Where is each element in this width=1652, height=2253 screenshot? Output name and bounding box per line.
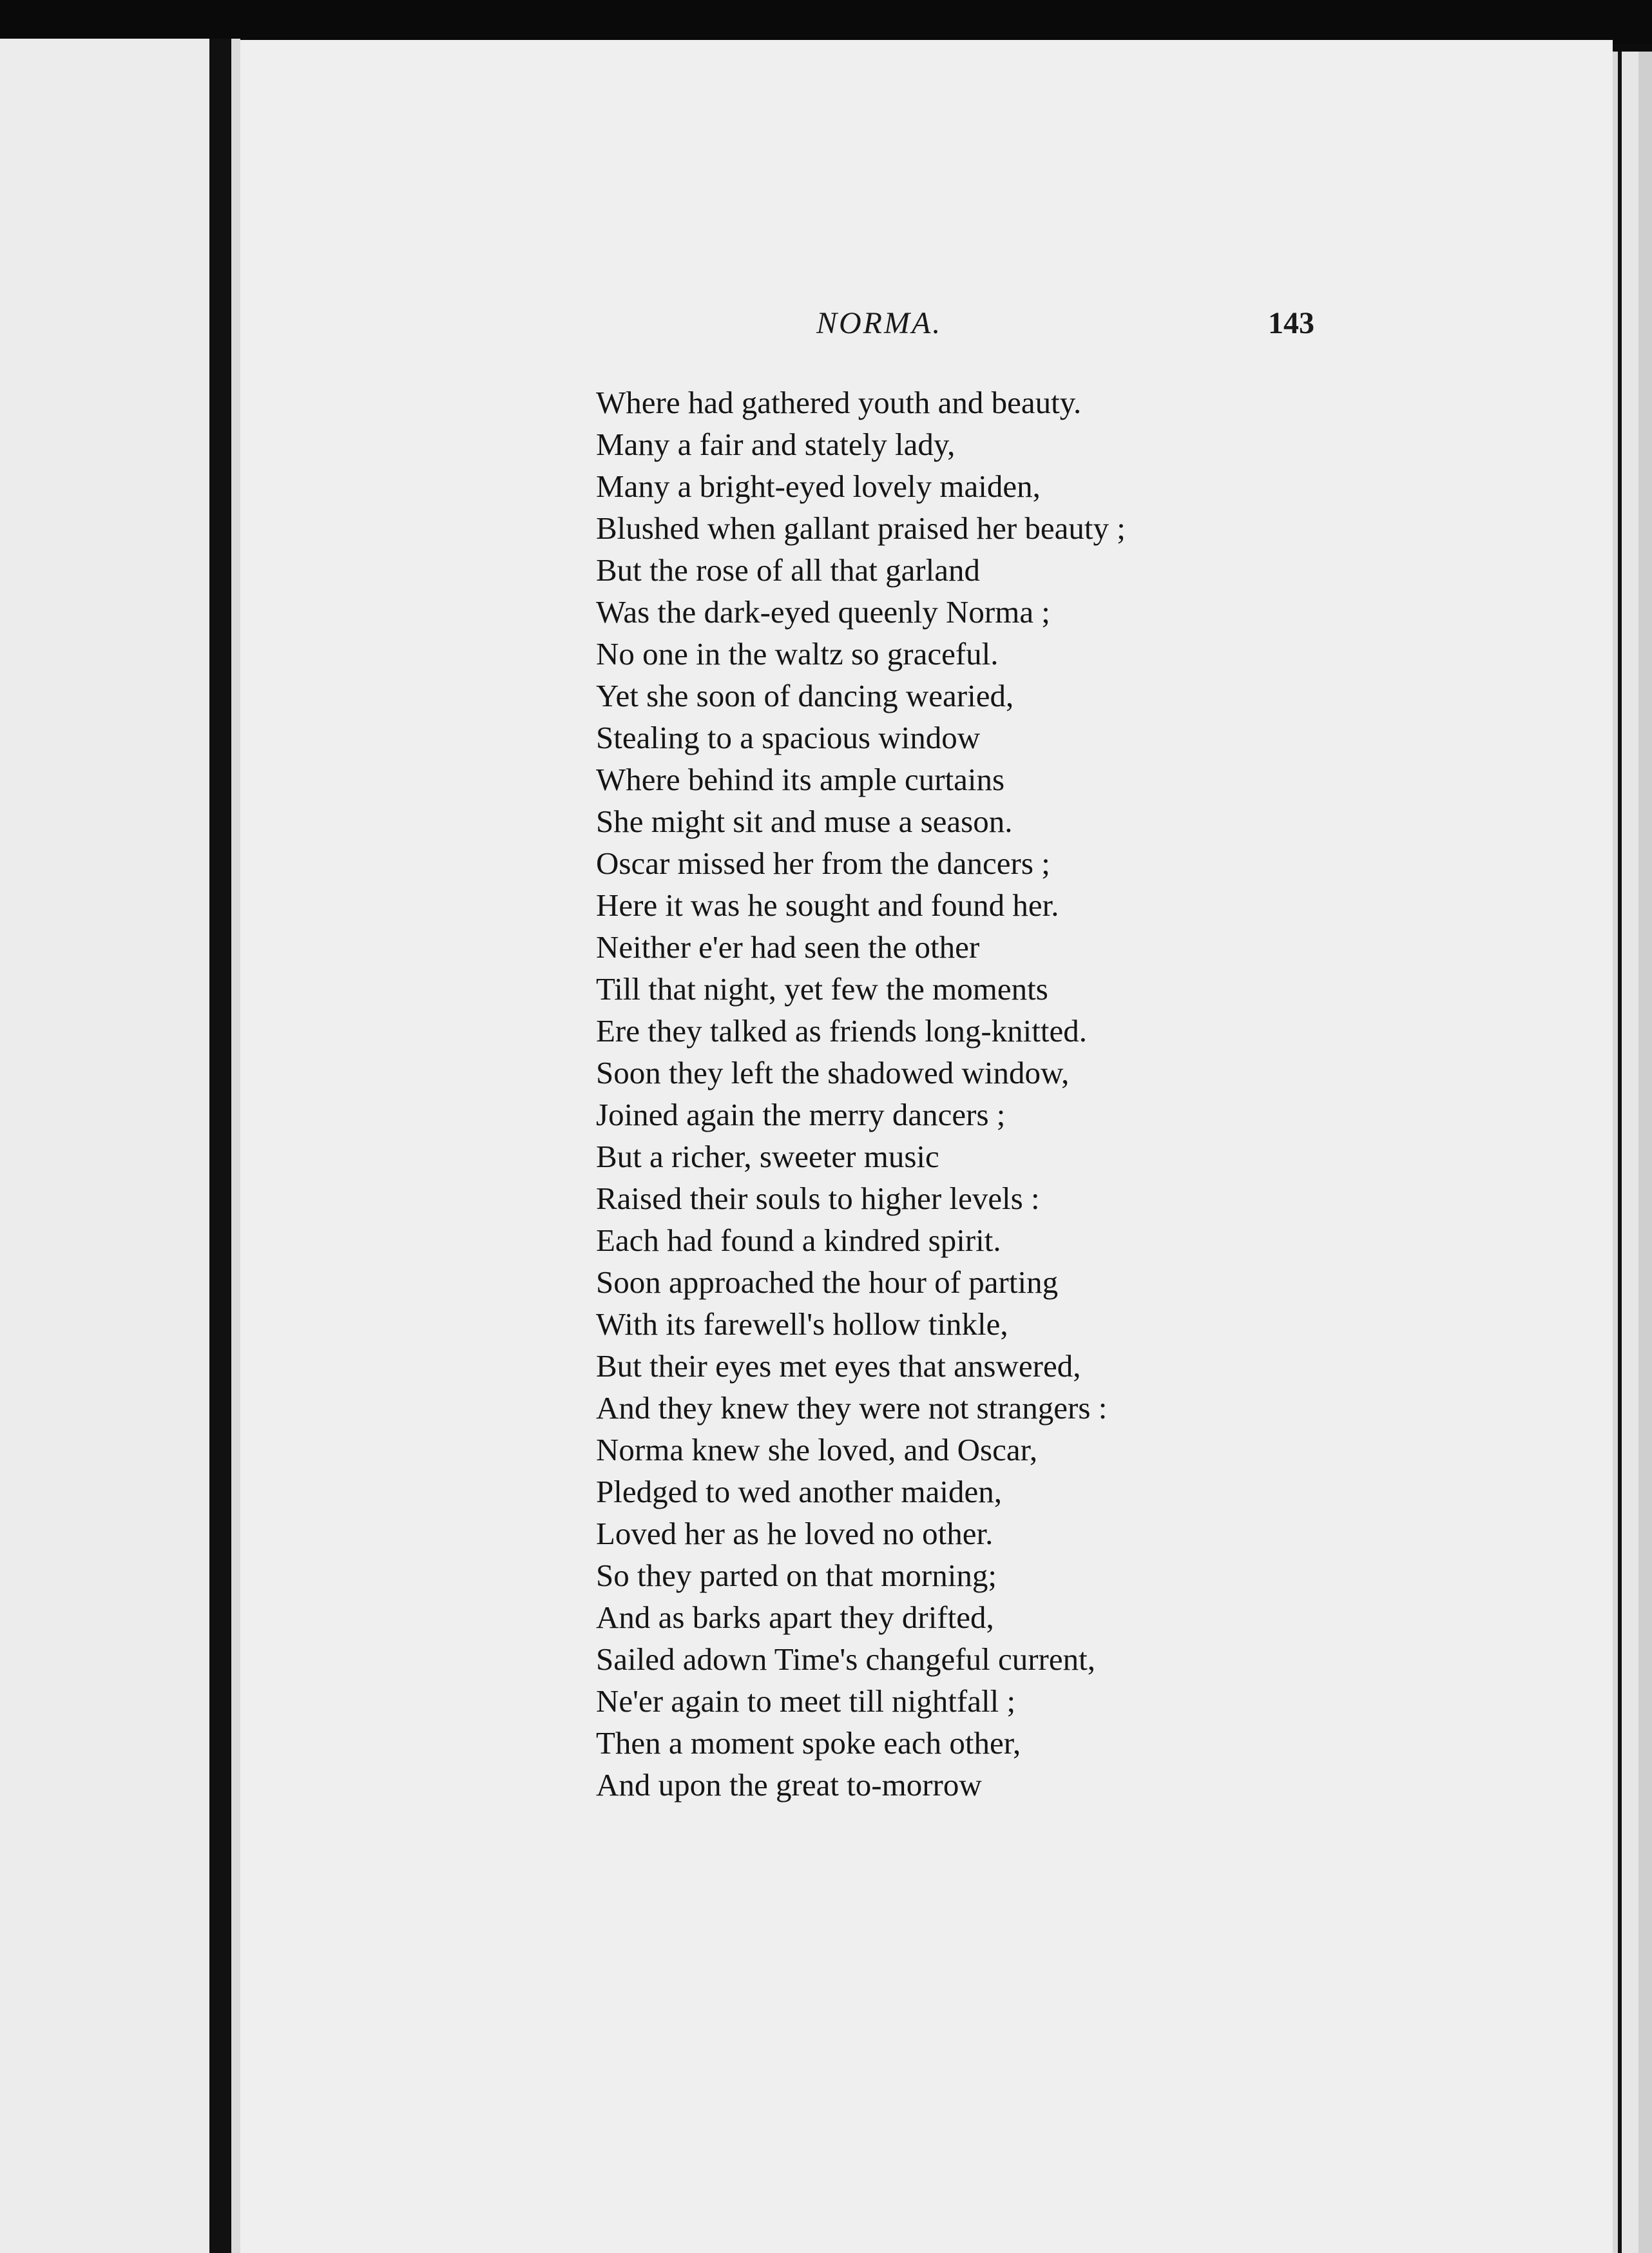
poem-line: She might sit and muse a season. — [596, 804, 1013, 839]
poem-line: Sailed adown Time's changeful current, — [596, 1641, 1095, 1677]
poem-line: Oscar missed her from the dancers ; — [596, 846, 1050, 881]
book-gutter — [209, 39, 231, 2253]
poem-line: Raised their souls to higher levels : — [596, 1181, 1040, 1216]
poem-line: But a richer, sweeter music — [596, 1139, 939, 1174]
running-title: NORMA. — [816, 306, 943, 340]
poem-line: Stealing to a spacious window — [596, 720, 981, 755]
poem-line: Where behind its ample curtains — [596, 762, 1005, 797]
poem-line: But their eyes met eyes that answered, — [596, 1348, 1081, 1384]
poem-line: Then a moment spoke each other, — [596, 1725, 1021, 1761]
poem-line: But the rose of all that garland — [596, 552, 980, 588]
poem-line: With its farewell's hollow tinkle, — [596, 1306, 1008, 1342]
poem-line: Till that night, yet few the moments — [596, 971, 1048, 1007]
poem-line: Was the dark-eyed queenly Norma ; — [596, 594, 1050, 630]
poem-line: Ne'er again to meet till nightfall ; — [596, 1683, 1016, 1719]
poem-line: Each had found a kindred spirit. — [596, 1223, 1001, 1258]
poem-line: No one in the waltz so graceful. — [596, 636, 999, 672]
gutter-margin — [231, 39, 240, 2253]
facing-page-edge — [0, 39, 209, 2253]
poem-line: Neither e'er had seen the other — [596, 929, 980, 965]
poem-line: Joined again the merry dancers ; — [596, 1097, 1006, 1132]
poem-body — [596, 382, 1126, 1806]
page-number: 143 — [1268, 306, 1314, 340]
scan-top-border — [0, 0, 1652, 44]
poem-line: Many a fair and stately lady, — [596, 427, 956, 462]
poem-line: Here it was he sought and found her. — [596, 887, 1059, 923]
poem-line: Many a bright-eyed lovely maiden, — [596, 469, 1041, 504]
poem-line: Ere they talked as friends long-knitted. — [596, 1013, 1087, 1049]
poem-line: Soon they left the shadowed window, — [596, 1055, 1070, 1090]
poem-line: Loved her as he loved no other. — [596, 1516, 994, 1551]
poem-line: Soon approached the hour of parting — [596, 1264, 1059, 1300]
poem-line: And they knew they were not strangers : — [596, 1390, 1108, 1426]
poem-line: Blushed when gallant praised her beauty ; — [596, 510, 1126, 546]
poem-line: Norma knew she loved, and Oscar, — [596, 1432, 1038, 1467]
poem-line: And as barks apart they drifted, — [596, 1600, 994, 1635]
poem-line: Yet she soon of dancing wearied, — [596, 678, 1014, 713]
poem-line: And upon the great to-morrow — [596, 1767, 982, 1803]
page-stack-edge — [1613, 52, 1652, 2253]
poem-line: Pledged to wed another maiden, — [596, 1474, 1003, 1509]
poem-line: So they parted on that morning; — [596, 1558, 997, 1593]
poem-line: Where had gathered youth and beauty. — [596, 385, 1082, 420]
